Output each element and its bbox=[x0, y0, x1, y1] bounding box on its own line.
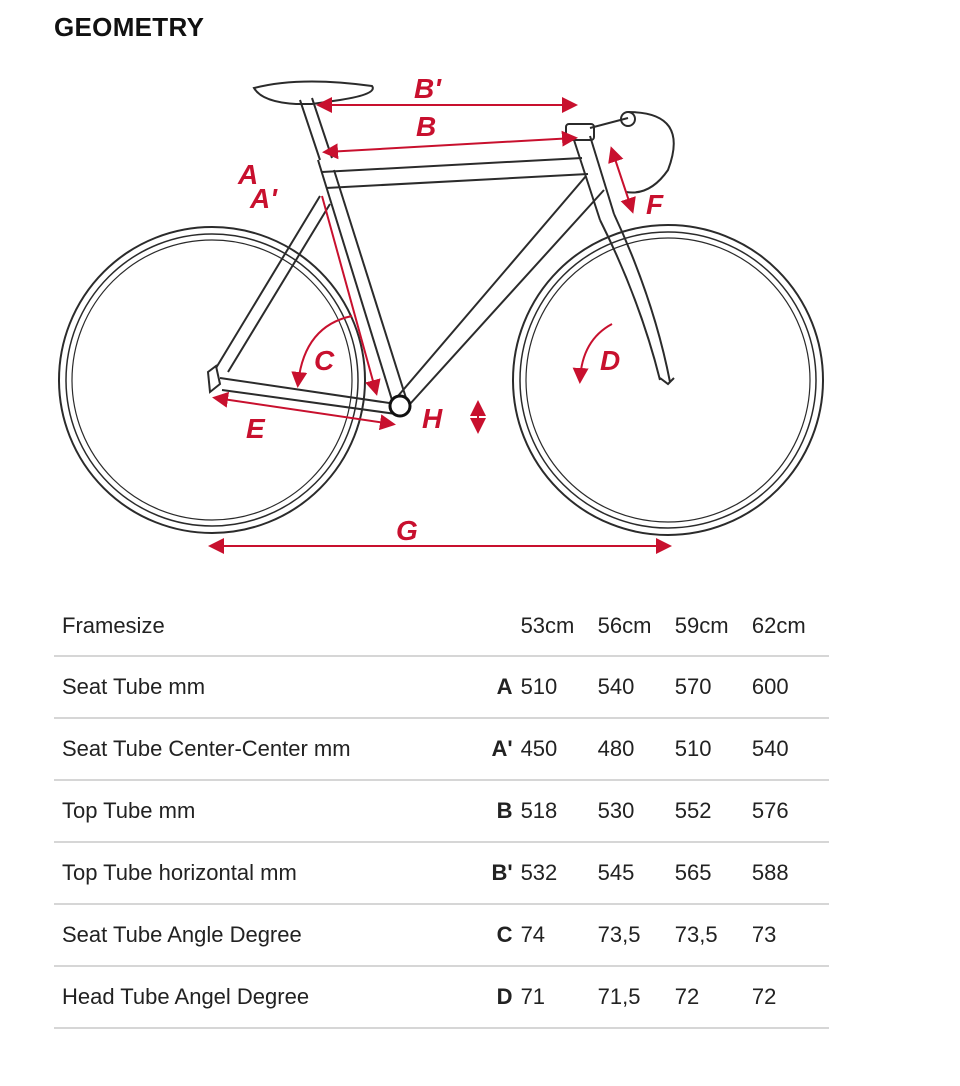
row-value: 71,5 bbox=[598, 966, 675, 1028]
label-f: F bbox=[646, 189, 664, 220]
row-code: A' bbox=[470, 718, 520, 780]
row-value: 532 bbox=[521, 842, 598, 904]
bottom-bracket bbox=[390, 396, 410, 416]
row-value: 480 bbox=[598, 718, 675, 780]
header-size: 53cm bbox=[521, 596, 598, 656]
label-b: B bbox=[416, 111, 437, 142]
row-value: 588 bbox=[752, 842, 829, 904]
header-size: 62cm bbox=[752, 596, 829, 656]
measurement-lines bbox=[212, 105, 668, 546]
table-row bbox=[54, 718, 829, 780]
label-b-prime: B' bbox=[414, 73, 441, 104]
table-row bbox=[54, 966, 829, 1028]
header-label: Framesize bbox=[54, 596, 470, 656]
row-value: 510 bbox=[521, 656, 598, 718]
label-a-prime: A' bbox=[250, 183, 277, 214]
geometry-table bbox=[54, 596, 829, 1029]
label-h: H bbox=[422, 403, 443, 434]
header-size: 59cm bbox=[675, 596, 752, 656]
table-row bbox=[54, 904, 829, 966]
label-g: G bbox=[396, 515, 418, 546]
row-value: 540 bbox=[598, 656, 675, 718]
row-value: 510 bbox=[675, 718, 752, 780]
row-value: 565 bbox=[675, 842, 752, 904]
row-value: 71 bbox=[521, 966, 598, 1028]
row-code: D bbox=[470, 966, 520, 1028]
row-code: A bbox=[470, 656, 520, 718]
row-value: 74 bbox=[521, 904, 598, 966]
row-value: 450 bbox=[521, 718, 598, 780]
row-value: 576 bbox=[752, 780, 829, 842]
row-code: B' bbox=[470, 842, 520, 904]
row-value: 540 bbox=[752, 718, 829, 780]
row-label: Top Tube horizontal mm bbox=[54, 842, 470, 904]
bike-geometry-diagram bbox=[0, 60, 960, 580]
label-d: D bbox=[600, 345, 621, 376]
rear-wheel bbox=[59, 227, 365, 533]
row-value: 530 bbox=[598, 780, 675, 842]
row-value: 518 bbox=[521, 780, 598, 842]
row-code: B bbox=[470, 780, 520, 842]
row-label: Seat Tube Center-Center mm bbox=[54, 718, 470, 780]
table-row bbox=[54, 780, 829, 842]
label-e: E bbox=[246, 413, 265, 444]
row-value: 545 bbox=[598, 842, 675, 904]
header-code bbox=[470, 596, 520, 656]
row-code: C bbox=[470, 904, 520, 966]
row-label: Top Tube mm bbox=[54, 780, 470, 842]
front-wheel bbox=[513, 225, 823, 535]
row-value: 72 bbox=[675, 966, 752, 1028]
row-value: 600 bbox=[752, 656, 829, 718]
label-c: C bbox=[314, 345, 335, 376]
page-title: GEOMETRY bbox=[54, 12, 205, 42]
table-header-row bbox=[54, 596, 829, 656]
row-value: 570 bbox=[675, 656, 752, 718]
row-value: 73,5 bbox=[598, 904, 675, 966]
row-value: 72 bbox=[752, 966, 829, 1028]
header-size: 56cm bbox=[598, 596, 675, 656]
row-value: 73 bbox=[752, 904, 829, 966]
row-label: Seat Tube Angle Degree bbox=[54, 904, 470, 966]
row-value: 73,5 bbox=[675, 904, 752, 966]
label-a: A bbox=[238, 159, 259, 190]
table-row bbox=[54, 656, 829, 718]
table-row bbox=[54, 842, 829, 904]
row-label: Head Tube Angel Degree bbox=[54, 966, 470, 1028]
row-value: 552 bbox=[675, 780, 752, 842]
row-label: Seat Tube mm bbox=[54, 656, 470, 718]
